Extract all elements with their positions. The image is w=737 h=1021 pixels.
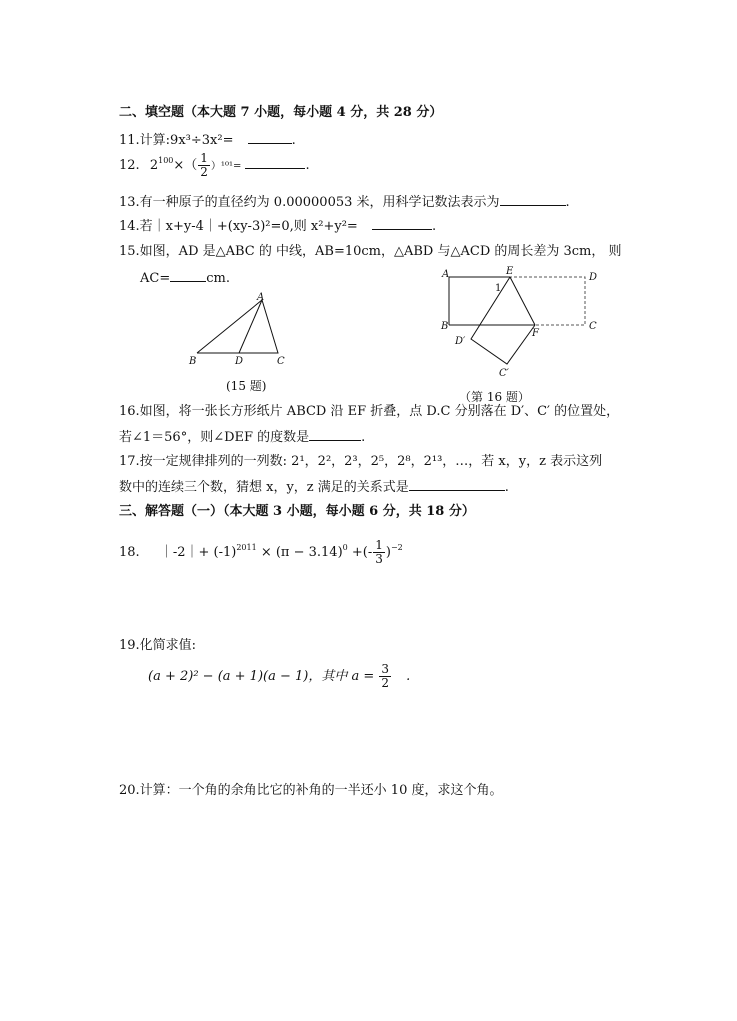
answer-blank-14[interactable]: [372, 217, 432, 230]
question-13-text: 13.有一种原子的直径约为 0.00000053 米，用科学记数法表示为: [119, 195, 500, 210]
answer-blank-15[interactable]: [170, 269, 206, 282]
question-18-exp2: 0: [342, 543, 348, 552]
triangle-abc: [197, 300, 278, 353]
label-e: E: [506, 266, 514, 277]
question-12-exponent-2: ）¹⁰¹=: [210, 161, 242, 172]
question-15-line1: 15.如图，AD 是△ABC 的 中线，AB=10cm，△ABD 与△ACD 的周长差为 3cm， 则: [119, 244, 622, 259]
fraction-numerator: 1: [375, 538, 383, 552]
question-19-title: 19.化简求值:: [119, 638, 197, 653]
question-12-number: 12.: [119, 158, 140, 173]
question-19-end: .: [406, 669, 411, 684]
fraction-denominator: 3: [375, 552, 383, 566]
label-d-prime: D′: [455, 336, 466, 347]
question-15-line2: [140, 269, 230, 288]
question-18-part3: +(-: [351, 545, 373, 560]
question-12: 12. $2^{100}\times$（ $\frac{1}{2}$ ）¹⁰¹= .: [119, 151, 310, 179]
triangle-figure-15: [185, 290, 295, 370]
question-16-text: 若∠1＝56°，则∠DEF 的度数是: [119, 430, 310, 445]
fold-line-ef: [510, 277, 535, 325]
fold-figure-16: [435, 265, 605, 385]
question-17-text: 数中的连续三个数，猜想 x，y，z 满足的关系式是: [119, 480, 409, 495]
question-13: 13.有一种原子的直径约为 0.00000053 米，用科学记数法表示为 .: [119, 195, 570, 210]
question-18-part1: ｜-2｜+ (-1): [159, 545, 237, 560]
fraction-one-half: [198, 152, 210, 179]
question-11-text: 11.计算:9x³÷3x²=: [119, 133, 234, 148]
question-18-part2: × (π − 3.14): [260, 545, 343, 560]
question-17-line2: 数中的连续三个数，猜想 x，y，z 满足的关系式是 .: [119, 480, 509, 495]
question-12-exponent: 100: [158, 156, 174, 165]
question-19-expr: (a + 2)² − (a + 1)(a − 1)，其中 a =: [148, 669, 375, 684]
fraction-numerator: 3: [381, 662, 390, 676]
label-a: A: [257, 292, 265, 303]
fraction-numerator: 1: [200, 151, 208, 165]
fraction-denominator: 2: [381, 676, 390, 690]
question-18-exp1: 2011: [236, 543, 257, 552]
question-14-text: 14.若｜x+y-4｜+(xy-3)²=0,则 x²+y²=: [119, 219, 358, 234]
question-14: 14.若｜x+y-4｜+(xy-3)²=0,则 x²+y²= .: [119, 219, 437, 234]
label-a: A: [442, 269, 450, 280]
question-11: 11.计算:9x³÷3x²= .: [119, 133, 296, 148]
fraction-three-halves: [379, 663, 391, 690]
label-b: B: [441, 321, 449, 332]
angle-1-label: 1: [495, 283, 502, 294]
figure-15-caption: (15 题): [226, 379, 267, 393]
answer-blank-13[interactable]: [500, 193, 566, 206]
question-12-base: 2: [149, 158, 159, 173]
question-16-line2: 若∠1＝56°，则∠DEF 的度数是 .: [119, 430, 366, 445]
question-18-part4: ): [385, 545, 391, 560]
section-2-title: 二、填空题（本大题 7 小题，每小题 4 分，共 28 分）: [119, 105, 443, 120]
rectangle-abcd-dashed: [449, 277, 585, 325]
figure-16-caption: （第 16 题）: [459, 390, 530, 404]
label-c-prime: C′: [499, 368, 509, 379]
answer-blank-12[interactable]: [245, 156, 305, 169]
question-18-exp4: −2: [390, 543, 403, 552]
question-18-number: 18.: [119, 545, 140, 560]
label-d: D: [235, 356, 244, 367]
label-c: C: [589, 321, 597, 332]
question-15-ac: AC=: [140, 271, 171, 286]
question-15-unit: cm.: [206, 271, 230, 286]
answer-blank-16[interactable]: [309, 428, 361, 441]
label-c: C: [277, 356, 285, 367]
question-12-times: ×（: [173, 158, 198, 173]
question-19-expression: [148, 663, 410, 690]
question-16-line1: 16.如图，将一张长方形纸片 ABCD 沿 EF 折叠，点 D.C 分别落在 D′、C′ 的位置处，: [119, 404, 620, 419]
answer-blank-11[interactable]: [248, 131, 292, 144]
label-b: B: [189, 356, 197, 367]
question-17-line1: 17.按一定规律排列的一列数: 2¹，2²，2³，2⁵，2⁸，2¹³，…，若 x，y，z 表示这列: [119, 454, 603, 469]
fraction-one-third: [373, 539, 385, 566]
question-18: [119, 539, 403, 566]
section-3-title: 三、解答题（一）（本大题 3 小题，每小题 6 分，共 18 分）: [119, 504, 475, 519]
question-20: 20.计算：一个角的余角比它的补角的一半还小 10 度，求这个角。: [119, 783, 503, 798]
fraction-denominator: 2: [200, 165, 208, 179]
median-ad: [239, 300, 262, 353]
folded-part: [471, 277, 535, 364]
label-d: D: [589, 272, 598, 283]
answer-blank-17[interactable]: [409, 478, 505, 491]
label-f: F: [532, 328, 539, 339]
